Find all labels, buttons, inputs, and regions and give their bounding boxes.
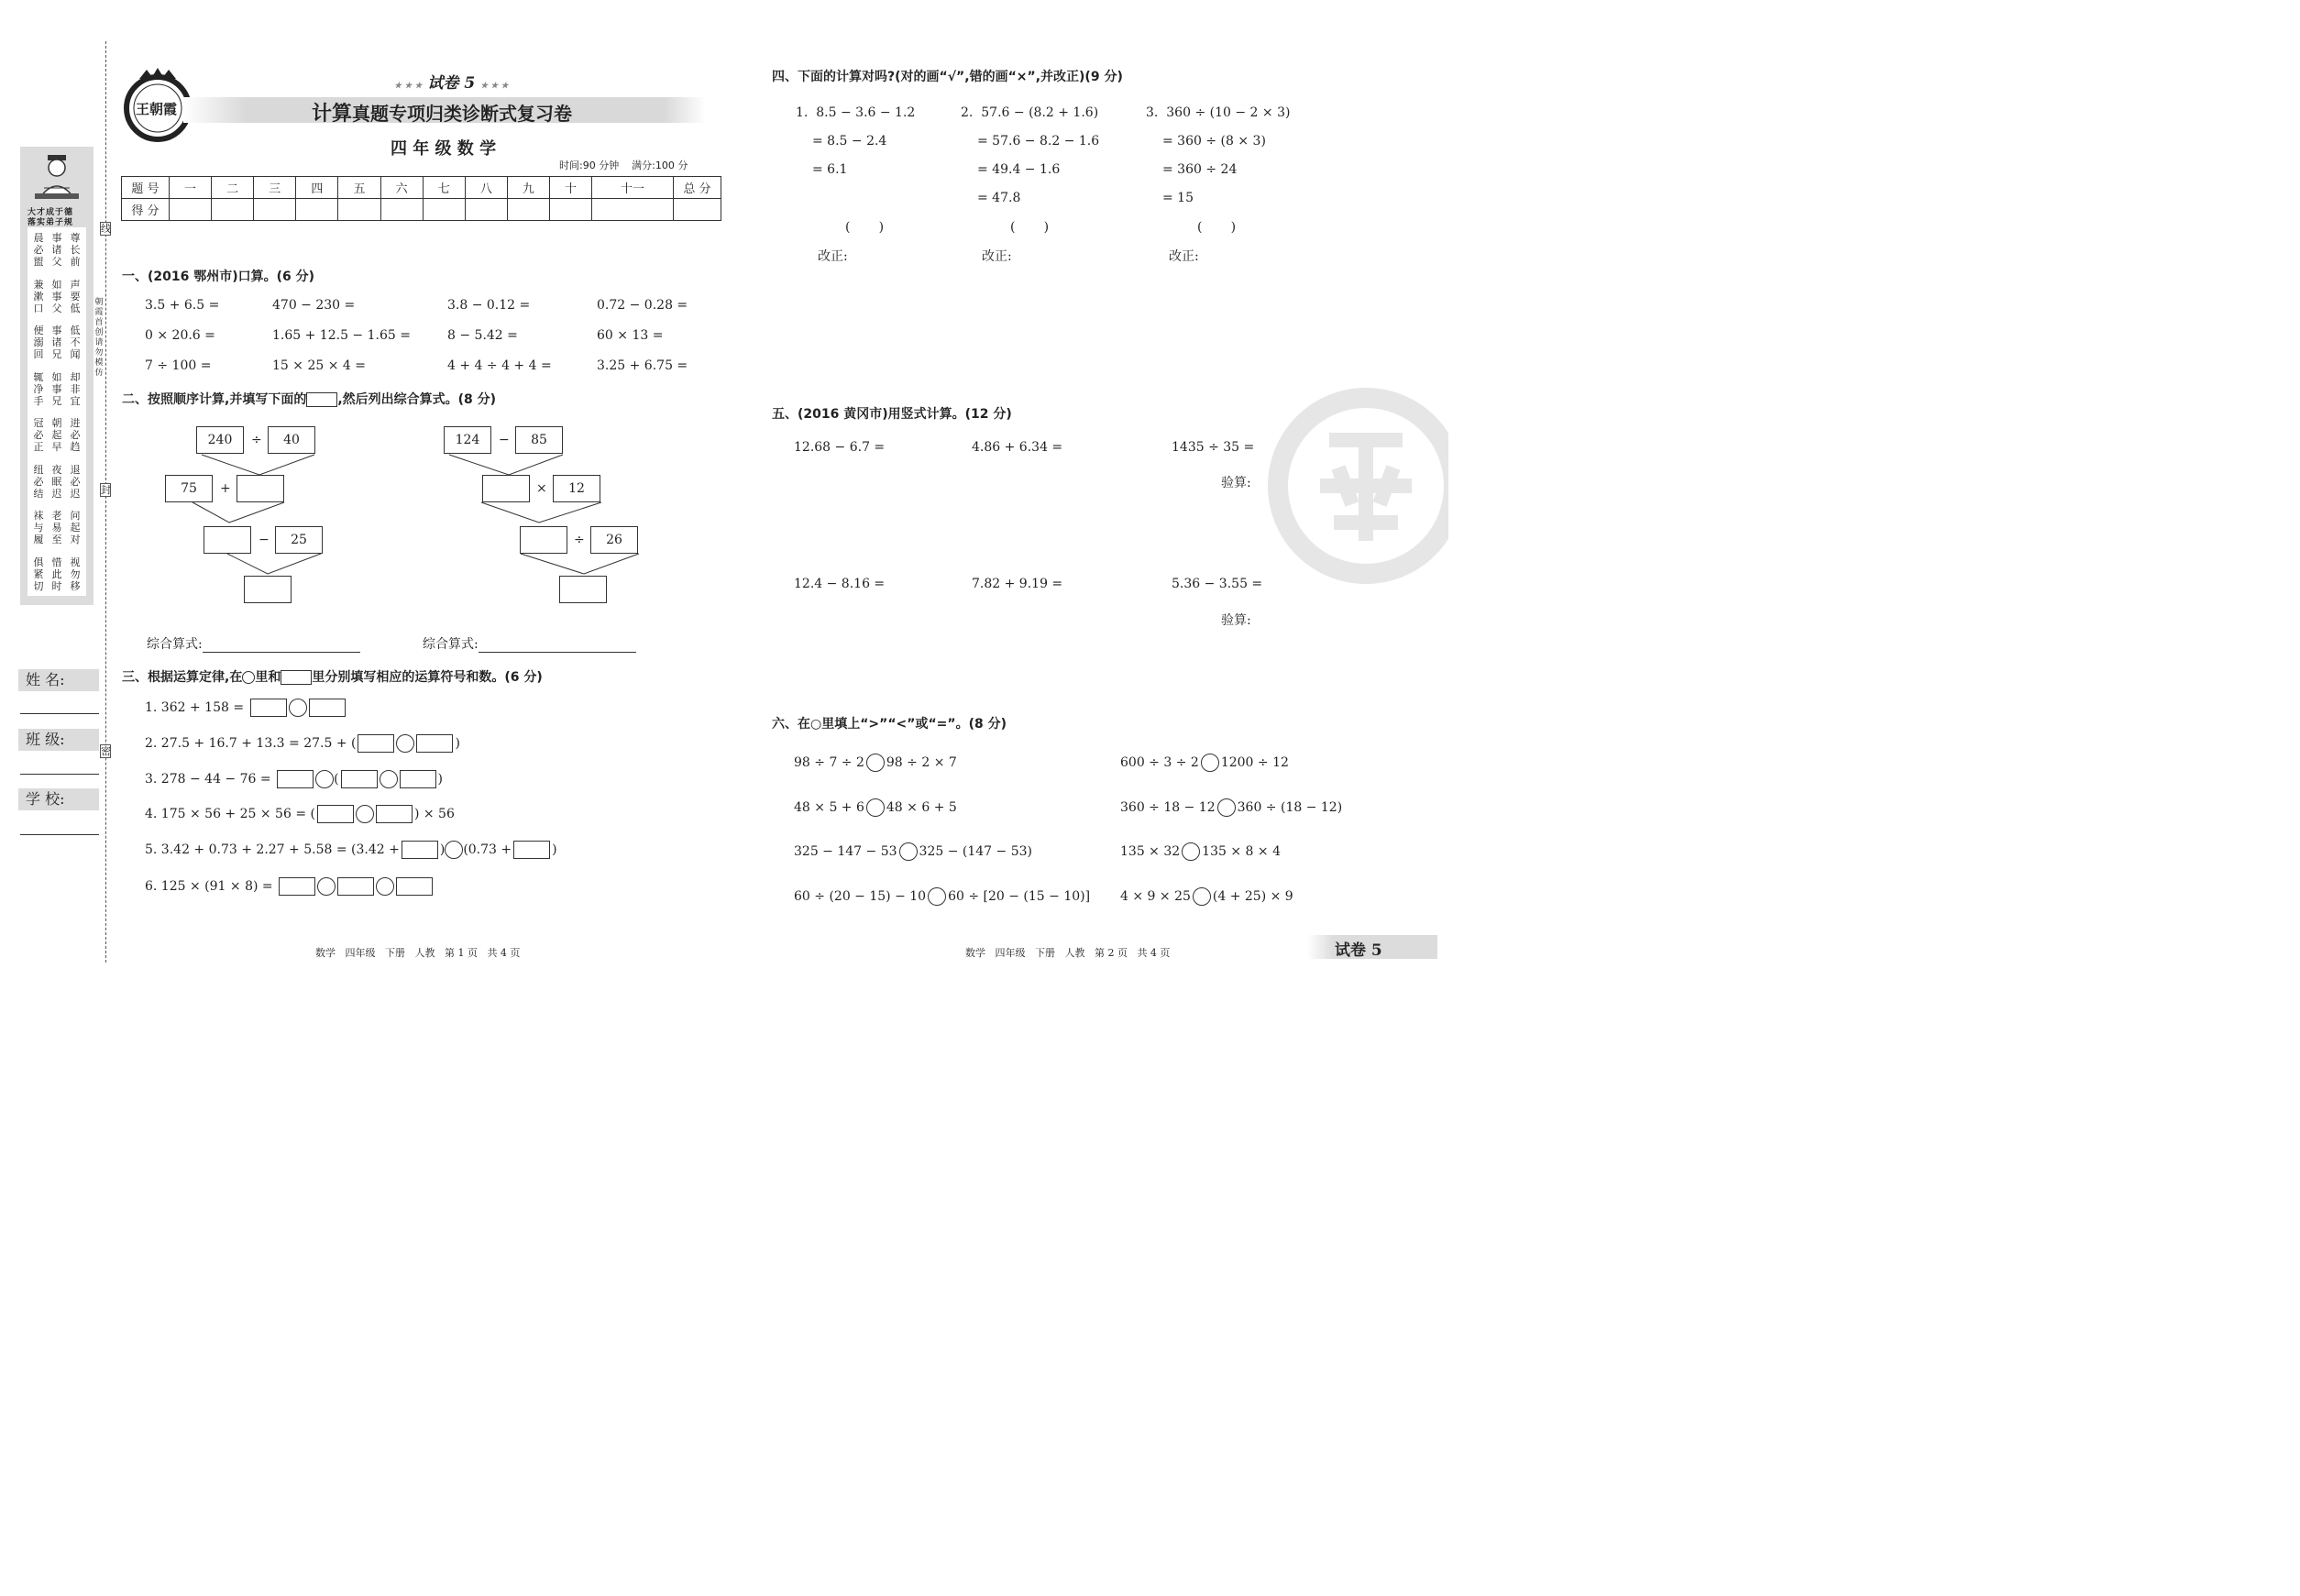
- sidebar-poem-column: 问起对: [70, 510, 81, 545]
- compare-right: 360 ÷ (18 − 12): [1237, 800, 1343, 815]
- answer-box[interactable]: [400, 770, 436, 788]
- sidebar-poem-column: 尊长前: [70, 232, 81, 268]
- answer-circle[interactable]: [396, 734, 414, 753]
- check-line: = 6.1: [812, 162, 848, 177]
- footer-right: 数学 四年级 下册 人教 第 2 页 共 4 页: [965, 947, 1171, 959]
- judge-paren-1[interactable]: ( ): [845, 220, 885, 235]
- formula-label: 综合算式:: [147, 637, 203, 652]
- sidebar-poem-column: 兼漱口: [33, 278, 44, 314]
- score-table-col-header: 八: [465, 177, 507, 199]
- flow-answer-box[interactable]: [520, 526, 567, 554]
- sidebar-poem-column: 朝起早: [51, 417, 62, 453]
- oral-calc-item: 3.8 − 0.12 =: [447, 298, 531, 313]
- sidebar-poem-column: 冠必正: [33, 417, 44, 453]
- vertical-calc-2: 4.86 + 6.34 =: [972, 440, 1063, 455]
- sidebar-poem-column: 晨必盥: [33, 232, 44, 268]
- vertical-calc-6: 5.36 − 3.55 =: [1172, 577, 1263, 591]
- check-line: = 47.8: [977, 191, 1021, 205]
- check-col-3: [1146, 99, 1290, 213]
- formula-blank-left[interactable]: [203, 638, 360, 653]
- law-item-6: [145, 877, 435, 896]
- flow-box-right-n1: 124: [444, 426, 491, 454]
- sidebar-poem-column: 袜与履: [33, 510, 44, 545]
- sidebar-poem-column: 视勿移: [70, 556, 81, 592]
- compare-right: (4 + 25) × 9: [1212, 889, 1293, 904]
- answer-box[interactable]: [279, 877, 315, 896]
- check-line: = 15: [1162, 191, 1194, 205]
- oral-calc-item: 0.72 − 0.28 =: [597, 298, 688, 313]
- law-item-text: 4. 175 × 56 + 25 × 56 = (: [145, 807, 315, 821]
- star-icon: ★ ★ ★: [394, 82, 423, 91]
- section3-title-c: 里分别填写相应的运算符号和数。(6 分): [312, 670, 543, 685]
- section2-title-a: 二、按照顺序计算,并填写下面的: [122, 392, 307, 407]
- compare-left: 98 ÷ 7 ÷ 2: [794, 755, 864, 770]
- compare-item: [1120, 754, 1289, 772]
- section4-title: 四、下面的计算对吗?(对的画“√”,错的画“×”,并改正)(9 分): [772, 70, 1123, 84]
- answer-circle[interactable]: [317, 877, 336, 896]
- compare-item: [1120, 842, 1281, 861]
- series-text: 试卷 5: [427, 74, 476, 93]
- answer-box[interactable]: [402, 841, 438, 859]
- check-num: 3.: [1146, 105, 1159, 120]
- compare-left: 135 × 32: [1120, 844, 1181, 859]
- answer-box[interactable]: [376, 805, 413, 823]
- answer-box[interactable]: [337, 877, 374, 896]
- score-table-col-header: 三: [254, 177, 296, 199]
- flow-box-right-n4: 26: [590, 526, 638, 554]
- title-box-symbol: [281, 670, 312, 685]
- seal-char-line: 线: [101, 223, 111, 235]
- oral-calc-item: 470 − 230 =: [272, 298, 356, 313]
- compare-circle[interactable]: [866, 754, 885, 772]
- title-circle-symbol: [242, 671, 255, 684]
- sidebar-poem-column: 俱紧切: [33, 556, 44, 592]
- score-table-col-header: 十一: [592, 177, 674, 199]
- oral-calc-item: 8 − 5.42 =: [447, 328, 518, 343]
- compare-left: 360 ÷ 18 − 12: [1120, 800, 1216, 815]
- fix-label-3: 改正:: [1169, 249, 1199, 264]
- answer-box[interactable]: [416, 734, 453, 753]
- time-info: 时间:90 分钟 满分:100 分: [559, 160, 688, 171]
- check-col-1: [796, 99, 915, 184]
- school-label: 学 校:: [18, 788, 99, 810]
- flow-answer-box[interactable]: [482, 475, 530, 502]
- check-num: 1.: [796, 105, 809, 120]
- sidebar-poem-column: 便溺回: [33, 325, 44, 360]
- score-table-col-header: 四: [296, 177, 338, 199]
- check-col-2: [961, 99, 1099, 213]
- check-line: 8.5 − 3.6 − 1.2: [816, 105, 916, 120]
- compare-right: 1200 ÷ 12: [1220, 755, 1289, 770]
- score-table-col-header: 五: [338, 177, 380, 199]
- answer-circle[interactable]: [289, 699, 307, 717]
- law-item-text: 1. 362 + 158 =: [145, 700, 245, 715]
- seal-char-seal: 封: [101, 484, 111, 496]
- judge-paren-2[interactable]: ( ): [1010, 220, 1050, 235]
- compare-left: 600 ÷ 3 ÷ 2: [1120, 755, 1199, 770]
- vertical-calc-5: 7.82 + 9.19 =: [972, 577, 1063, 591]
- answer-circle[interactable]: [445, 841, 463, 859]
- flow-op-right-1: −: [499, 433, 510, 447]
- flow-box-left-n1: 240: [196, 426, 244, 454]
- sidebar-poem-column: 如事父: [51, 278, 62, 314]
- oral-calc-item: 3.5 + 6.5 =: [145, 298, 220, 313]
- name-field-line[interactable]: [20, 713, 99, 714]
- answer-circle[interactable]: [315, 770, 334, 788]
- flow-box-left-n2: 40: [268, 426, 315, 454]
- seal-char-secret: 密: [101, 745, 111, 757]
- check-label: 验算:: [1221, 476, 1251, 490]
- name-label: 姓 名:: [18, 669, 99, 691]
- compare-right: 98 ÷ 2 × 7: [886, 755, 957, 770]
- answer-box[interactable]: [250, 699, 287, 717]
- fix-label-2: 改正:: [982, 249, 1012, 264]
- check-line: = 8.5 − 2.4: [812, 134, 887, 149]
- flow-box-right-n3: 12: [553, 475, 600, 502]
- compare-left: 48 × 5 + 6: [794, 800, 864, 815]
- compare-item: [794, 798, 957, 817]
- score-table-col-header: 十: [549, 177, 591, 199]
- section2-title-b: ,然后列出综合算式。(8 分): [337, 392, 497, 407]
- flow-box-left-n4: 25: [275, 526, 323, 554]
- flow-answer-box[interactable]: [204, 526, 251, 554]
- school-field-line[interactable]: [20, 834, 99, 835]
- check-line: = 360 ÷ 24: [1162, 162, 1238, 177]
- formula-line-left: [147, 634, 360, 653]
- check-line: = 49.4 − 1.6: [977, 162, 1061, 177]
- compare-left: 4 × 9 × 25: [1120, 889, 1191, 904]
- compare-item: [794, 887, 1090, 906]
- answer-circle[interactable]: [356, 805, 374, 823]
- flow-answer-box[interactable]: [244, 576, 292, 603]
- compare-right: 325 − (147 − 53): [919, 844, 1032, 859]
- footer-tag: 试卷 5: [1335, 941, 1382, 960]
- section6-title: 六、在○里填上“>”“<”或“=”。(8 分): [772, 717, 1007, 732]
- compare-circle[interactable]: [866, 798, 885, 817]
- law-item-1: [145, 699, 347, 717]
- oral-calc-item: 0 × 20.6 =: [145, 328, 215, 343]
- sidebar-poem-column: 纽必结: [33, 463, 44, 500]
- footer-left: 数学 四年级 下册 人教 第 1 页 共 4 页: [315, 947, 521, 959]
- section1-title: 一、(2016 鄂州市)口算。(6 分): [122, 270, 315, 284]
- formula-line-right: [423, 634, 636, 653]
- secret-watermark: [1265, 385, 1448, 587]
- sidebar-motto-1: 大才成于德: [28, 208, 74, 217]
- score-table-col-header: 七: [423, 177, 465, 199]
- formula-label: 综合算式:: [423, 637, 479, 652]
- score-table-col-header: 一: [170, 177, 212, 199]
- sidebar-poem-column: 老易至: [51, 510, 62, 545]
- section3-title: [122, 667, 543, 686]
- check-line: 57.6 − (8.2 + 1.6): [981, 105, 1099, 120]
- sidebar-poem-column: 事诸兄: [51, 325, 62, 360]
- section5-title: 五、(2016 黄冈市)用竖式计算。(12 分): [772, 407, 1012, 422]
- compare-circle[interactable]: [1201, 754, 1219, 772]
- law-item-4: [145, 805, 455, 823]
- sidebar-poem-column: 如事兄: [51, 370, 62, 407]
- compare-item: [1120, 798, 1342, 817]
- answer-box[interactable]: [317, 805, 354, 823]
- oral-calc-item: 4 + 4 ÷ 4 + 4 =: [447, 358, 552, 373]
- score-table-col-header: 六: [380, 177, 423, 199]
- law-item-text: (0.73 +: [463, 842, 512, 857]
- law-item-text: 5. 3.42 + 0.73 + 2.27 + 5.58 = (3.42 +: [145, 842, 400, 857]
- flow-op-right-3: ÷: [574, 533, 585, 547]
- sidebar-poem-column: 却非宜: [70, 370, 81, 407]
- law-item-text: 3. 278 − 44 − 76 =: [145, 772, 271, 787]
- score-table-col-header: 二: [212, 177, 254, 199]
- compare-left: 325 − 147 − 53: [794, 844, 897, 859]
- compare-right: 60 ÷ [20 − (15 − 10)]: [948, 889, 1091, 904]
- score-table-col-header: 九: [507, 177, 549, 199]
- oral-calc-item: 3.25 + 6.75 =: [597, 358, 688, 373]
- class-field-line[interactable]: [20, 774, 99, 775]
- star-icon: ★ ★ ★: [480, 82, 509, 91]
- vertical-calc-1: 12.68 − 6.7 =: [794, 440, 886, 455]
- section3-title-a: 三、根据运算定律,在: [122, 670, 243, 685]
- compare-item: [794, 754, 957, 772]
- compare-circle[interactable]: [1217, 798, 1236, 817]
- oral-calc-item: 15 × 25 × 4 =: [272, 358, 366, 373]
- oral-calc-item: 1.65 + 12.5 − 1.65 =: [272, 328, 411, 343]
- judge-paren-3[interactable]: ( ): [1197, 220, 1237, 235]
- flow-box-left-n3: 75: [165, 475, 213, 502]
- compare-left: 60 ÷ (20 − 15) − 10: [794, 889, 927, 904]
- flow-box-right-n2: 85: [515, 426, 563, 454]
- sidebar-poem-column: 夜眠迟: [51, 463, 62, 500]
- flow-op-left-3: −: [259, 533, 270, 547]
- sidebar-poem-column: 退必迟: [70, 463, 81, 500]
- law-item-5: 5. 3.42 + 0.73 + 2.27 + 5.58 = (3.42 + ) (0.73 + ): [145, 842, 557, 857]
- answer-box[interactable]: [513, 841, 550, 859]
- oral-calc-item: 60 × 13 =: [597, 328, 664, 343]
- flow-op-right-2: ×: [536, 481, 547, 496]
- exam-subtitle: 四 年 级 数 学: [391, 139, 497, 159]
- check-num: 2.: [961, 105, 974, 120]
- sidebar-motto-2: 落实弟子规: [28, 218, 74, 227]
- section3-title-b: 里和: [255, 670, 281, 685]
- answer-box[interactable]: [396, 877, 433, 896]
- law-item-text: 6. 125 × (91 × 8) =: [145, 879, 273, 894]
- sidebar-poem-column: 低不闻: [70, 325, 81, 360]
- compare-circle[interactable]: [1193, 887, 1211, 906]
- answer-circle[interactable]: [376, 877, 394, 896]
- score-table-label: 得 分: [122, 199, 170, 221]
- compare-right: 135 × 8 × 4: [1202, 844, 1281, 859]
- check-line: = 360 ÷ (8 × 3): [1162, 134, 1266, 149]
- copyright-note: 朝霞首创 请勿模仿: [94, 298, 104, 378]
- oral-calc-item: 7 ÷ 100 =: [145, 358, 212, 373]
- sidebar-poem-column: 进必趋: [70, 417, 81, 453]
- flow-op-left-1: ÷: [251, 433, 262, 447]
- answer-box[interactable]: [309, 699, 346, 717]
- check-label: 验算:: [1221, 613, 1251, 628]
- compare-circle[interactable]: [899, 842, 918, 861]
- check-line: 360 ÷ (10 − 2 × 3): [1166, 105, 1291, 120]
- check-line: = 57.6 − 8.2 − 1.6: [977, 134, 1100, 149]
- compare-item: [1120, 887, 1293, 906]
- sidebar-poem-column: 事诸父: [51, 232, 62, 268]
- law-item-2: 2. 27.5 + 16.7 + 13.3 = 27.5 + ( ): [145, 736, 460, 751]
- formula-blank-right[interactable]: [479, 638, 636, 653]
- score-table-col-header: 总 分: [674, 177, 721, 199]
- flow-answer-box[interactable]: [559, 576, 607, 603]
- score-table-label: 题 号: [122, 177, 170, 199]
- answer-box[interactable]: [358, 734, 394, 753]
- compare-circle[interactable]: [928, 887, 946, 906]
- compare-circle[interactable]: [1182, 842, 1200, 861]
- compare-item: [794, 842, 1032, 861]
- flow-op-left-2: +: [220, 481, 231, 496]
- exam-title-bold: 计算: [312, 102, 353, 126]
- vertical-calc-3: 1435 ÷ 35 =: [1172, 440, 1255, 455]
- sidebar-poem-column: 辄净手: [33, 370, 44, 407]
- flow-answer-box[interactable]: [237, 475, 284, 502]
- sidebar-poem-column: 惜此时: [51, 556, 62, 592]
- answer-box[interactable]: [341, 770, 378, 788]
- sidebar-poem-column: 声要低: [70, 278, 81, 314]
- answer-circle[interactable]: [380, 770, 398, 788]
- exam-title-rest: 真题专项归类诊断式复习卷: [352, 103, 573, 125]
- compare-right: 48 × 6 + 5: [886, 800, 957, 815]
- logo-text: 王朝霞: [136, 101, 178, 117]
- vertical-calc-4: 12.4 − 8.16 =: [794, 577, 886, 591]
- fix-label-1: 改正:: [818, 249, 848, 264]
- law-item-3: 3. 278 − 44 − 76 = ( ): [145, 772, 443, 787]
- class-label: 班 级:: [18, 729, 99, 751]
- law-item-text: ) × 56: [413, 807, 455, 821]
- answer-box[interactable]: [277, 770, 314, 788]
- law-item-text: 2. 27.5 + 16.7 + 13.3 = 27.5 + (: [145, 736, 357, 751]
